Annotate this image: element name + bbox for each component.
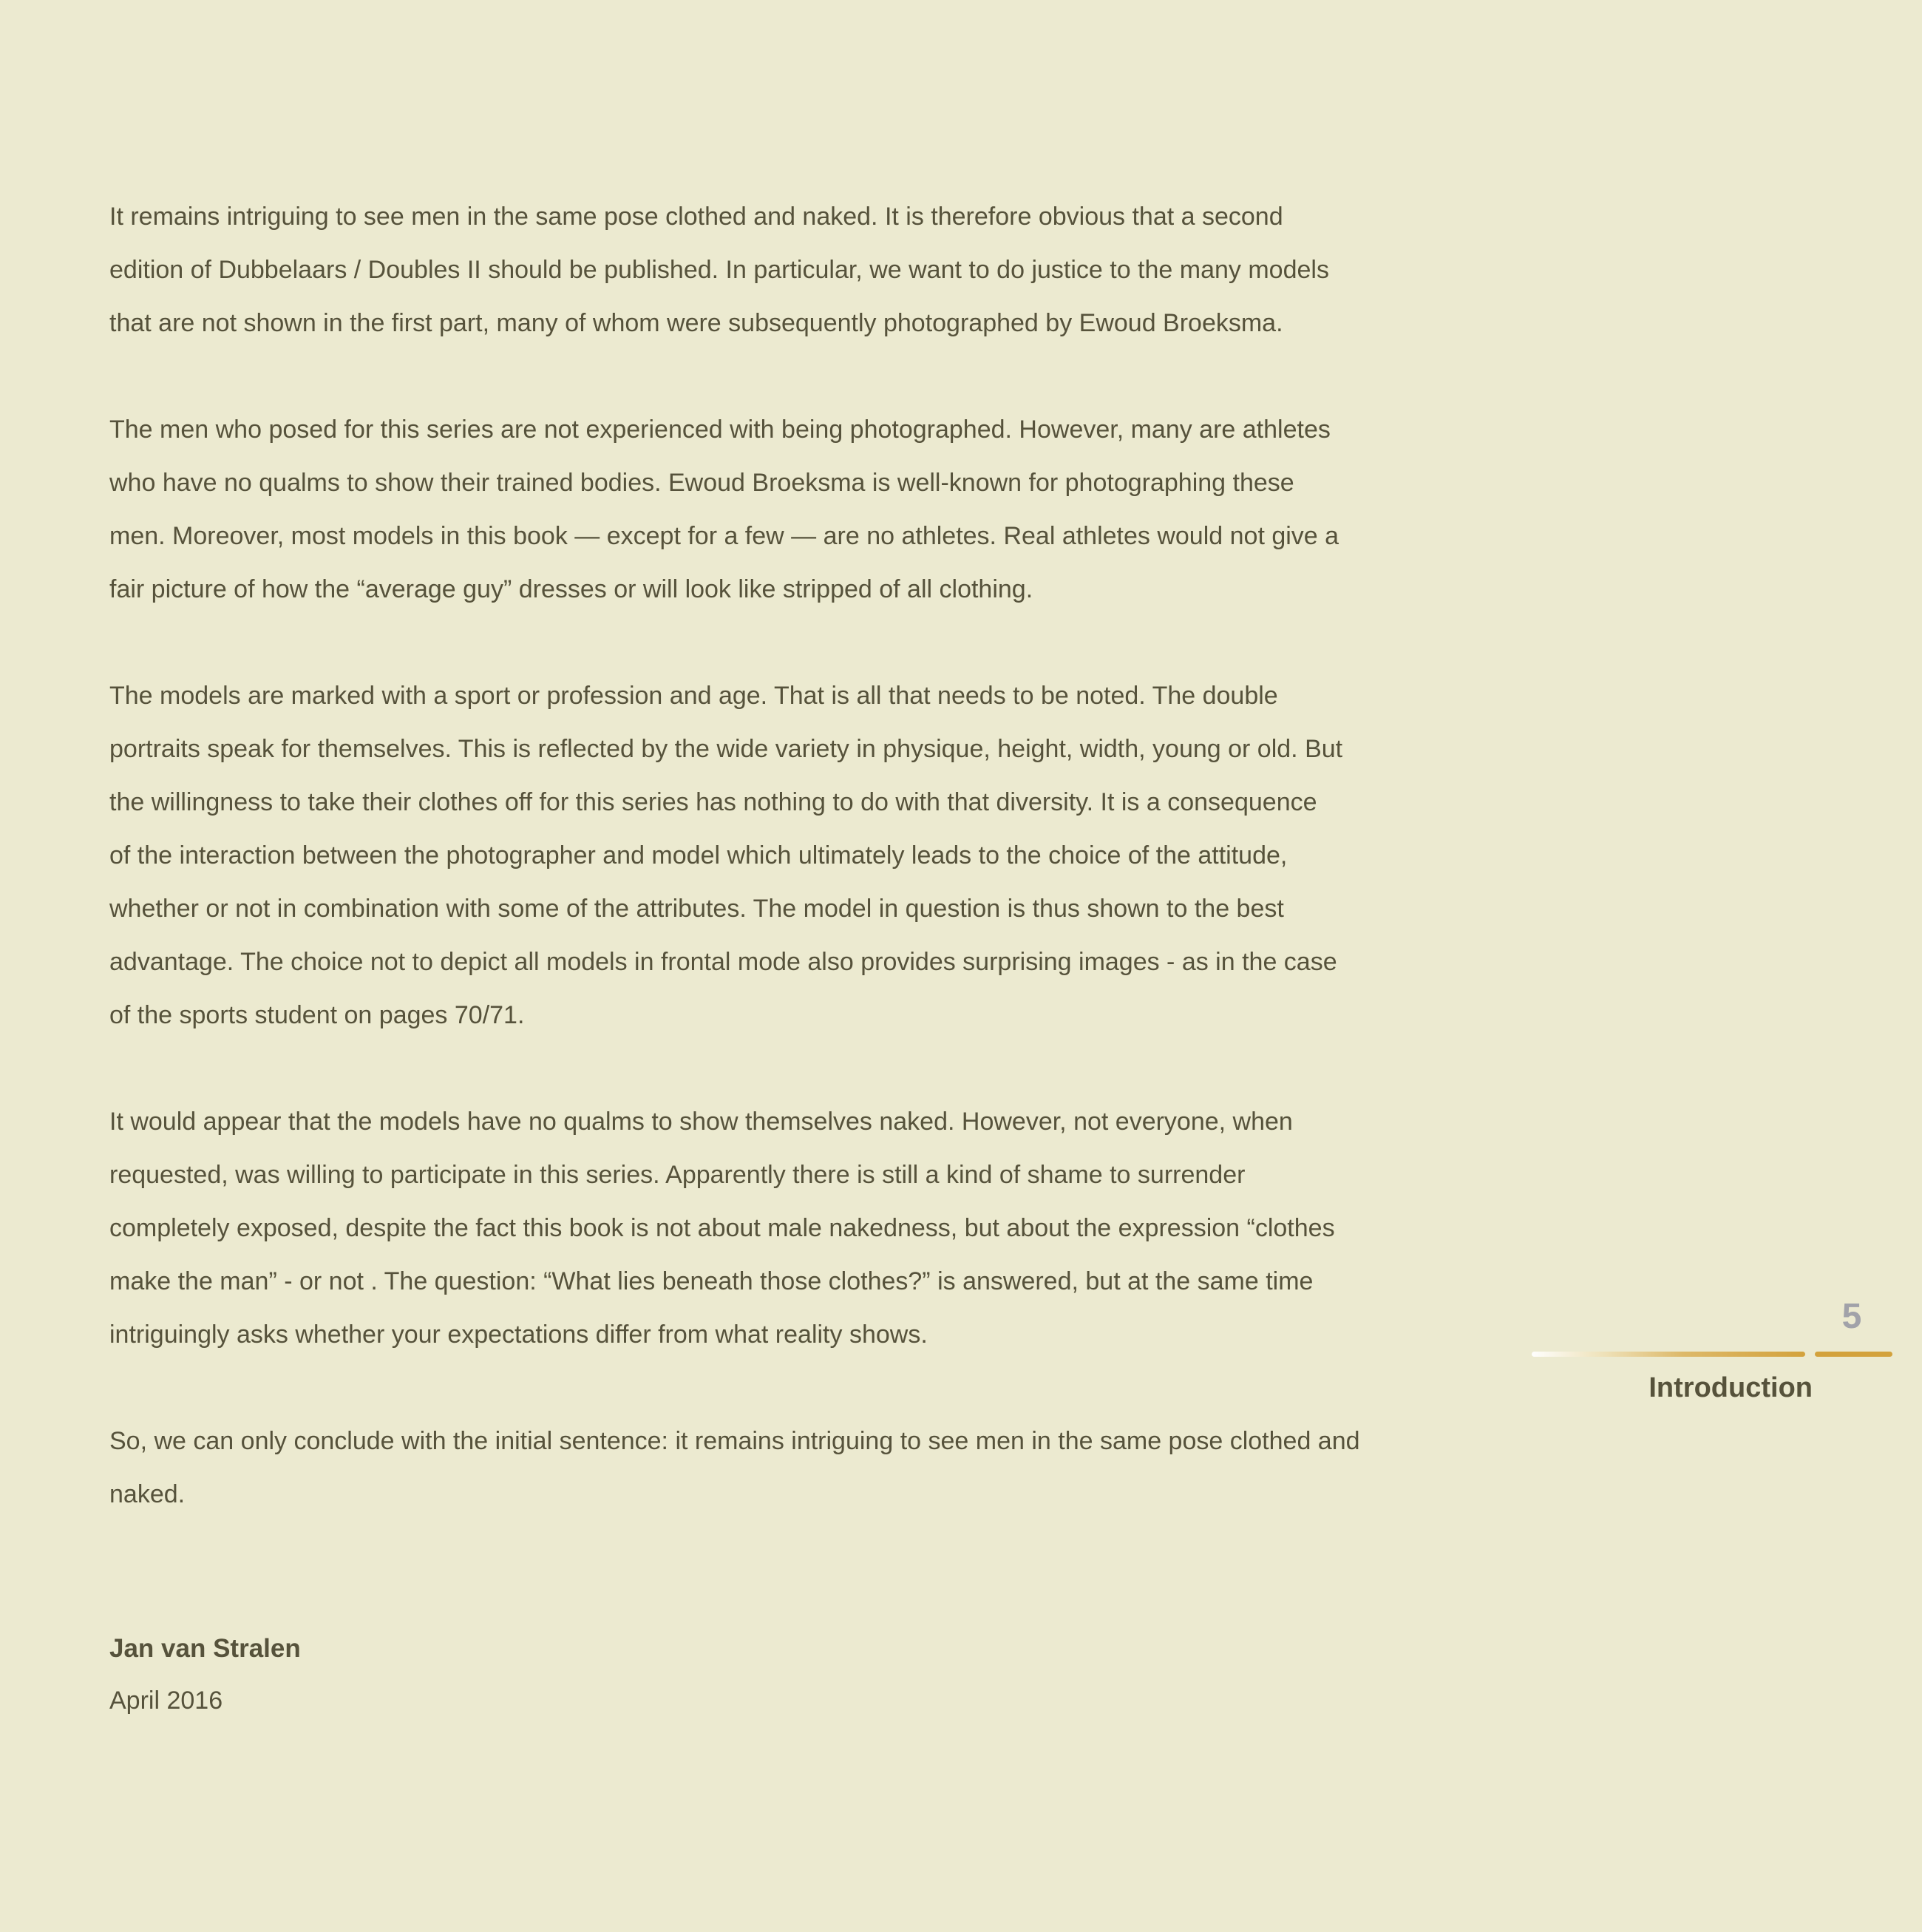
text-line: It would appear that the models have no qualms to show themselves naked. However, not everyone, when [109,1108,1293,1136]
paragraph [109,669,1580,1042]
text-line: advantage. The choice not to depict all models in frontal mode also provides surprising images - as in the case [109,948,1337,976]
text-line: that are not shown in the first part, many of whom were subsequently photographed by Ewoud Broeksma. [109,309,1283,337]
paragraph [109,1414,1580,1521]
section-label: Introduction [1648,1372,1813,1403]
text-line: It remains intriguing to see men in the same pose clothed and naked. It is therefore obvious that a second [109,203,1283,231]
text-line: whether or not in combination with some of the attributes. The model in question is thus shown to the best [109,895,1284,923]
page-number: 5 [1841,1297,1862,1336]
text-line: naked. [109,1480,186,1508]
text-line: the willingness to take their clothes off for this series has nothing to do with that diversity. It is a consequence [109,788,1317,816]
gold-rule-segment [1815,1352,1892,1357]
body-text [109,190,1580,1574]
text-line: requested, was willing to participate in this series. Apparently there is still a kind of shame to surrender [109,1161,1246,1189]
signature-date: April 2016 [109,1687,223,1715]
paragraph [109,1095,1580,1361]
text-line: The models are marked with a sport or profession and age. That is all that needs to be noted. The double [109,682,1278,710]
text-line: men. Moreover, most models in this book — except for a few — are no athletes. Real athletes would not give a [109,522,1339,550]
text-line: portraits speak for themselves. This is reflected by the wide variety in physique, height, width, young or old. But [109,735,1343,763]
signature-block [109,1622,301,1727]
text-line: of the interaction between the photographer and model which ultimately leads to the choice of the attitude, [109,841,1288,870]
text-line: who have no qualms to show their trained bodies. Ewoud Broeksma is well-known for photographing these [109,469,1294,497]
text-line: edition of Dubbelaars / Doubles II should be published. In particular, we want to do justice to the many models [109,256,1329,284]
text-line: make the man” - or not . The question: “What lies beneath those clothes?” is answered, but at the same time [109,1267,1314,1295]
text-line: of the sports student on pages 70/71. [109,1001,525,1029]
text-line: completely exposed, despite the fact this book is not about male nakedness, but about the expression “clothes [109,1214,1335,1242]
paragraph [109,190,1580,350]
paragraph [109,403,1580,616]
gold-rule-gradient [1532,1352,1805,1357]
text-line: So, we can only conclude with the initial sentence: it remains intriguing to see men in the same pose clothed and [109,1427,1360,1455]
text-line: intriguingly asks whether your expectations differ from what reality shows. [109,1321,928,1349]
text-line: The men who posed for this series are not experienced with being photographed. However, many are athletes [109,416,1331,444]
signature-name: Jan van Stralen [109,1634,301,1663]
text-line: fair picture of how the “average guy” dresses or will look like stripped of all clothing. [109,575,1033,603]
